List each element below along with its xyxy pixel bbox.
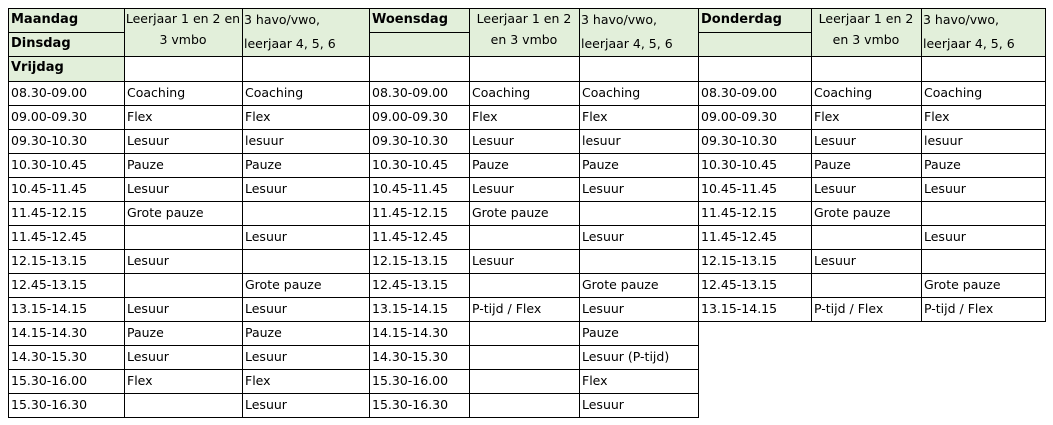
vmbo-cell[interactable] <box>469 345 579 369</box>
vmbo-cell[interactable]: Pauze <box>814 157 851 172</box>
grid-line <box>369 273 699 274</box>
havo-vwo-cell[interactable]: Pauze <box>924 157 961 172</box>
grid-line <box>8 417 370 418</box>
vmbo-cell[interactable]: Pauze <box>472 157 509 172</box>
vmbo-cell[interactable]: Lesuur <box>472 253 514 268</box>
time-cell[interactable]: 09.30-10.30 <box>701 133 778 148</box>
vmbo-cell[interactable]: Flex <box>814 109 840 124</box>
time-cell[interactable]: 14.15-14.30 <box>11 325 88 340</box>
grid-line <box>369 105 699 106</box>
time-cell[interactable]: 14.30-15.30 <box>11 349 88 364</box>
grid-line <box>1045 8 1046 322</box>
havo-vwo-cell[interactable]: Lesuur <box>245 349 287 364</box>
havo-vwo-cell[interactable]: Grote pauze <box>582 277 659 292</box>
vmbo-cell[interactable]: Lesuur <box>127 301 169 316</box>
vmbo-cell[interactable] <box>124 273 242 297</box>
header-blank-cell[interactable] <box>469 56 579 81</box>
grid-line <box>579 8 580 418</box>
grid-line <box>8 369 370 370</box>
vmbo-cell[interactable]: Flex <box>127 373 153 388</box>
vmbo-cell[interactable]: P-tijd / Flex <box>472 301 542 316</box>
time-cell[interactable]: 08.30-09.00 <box>372 85 449 100</box>
grade-header-line2: leerjaar 4, 5, 6 <box>244 36 336 51</box>
grade-header-line1: 3 havo/vwo, <box>581 12 658 27</box>
havo-vwo-cell[interactable]: Lesuur <box>582 229 624 244</box>
vmbo-cell[interactable]: Grote pauze <box>814 205 891 220</box>
time-cell[interactable]: 12.15-13.15 <box>372 253 449 268</box>
grade-header-vmbo[interactable]: Leerjaar 1 en 2 en 3 vmbo <box>469 8 579 56</box>
grid-line <box>369 369 699 370</box>
havo-vwo-cell[interactable]: Pauze <box>582 157 619 172</box>
grid-line <box>698 8 1046 9</box>
header-blank-cell[interactable] <box>698 32 811 56</box>
day-header-vrijdag[interactable]: Vrijdag <box>8 56 124 81</box>
havo-vwo-cell[interactable] <box>921 249 1045 273</box>
grid-line <box>369 8 699 9</box>
havo-vwo-cell[interactable]: Coaching <box>924 85 983 100</box>
havo-vwo-cell[interactable]: Flex <box>245 109 271 124</box>
havo-vwo-cell[interactable]: Lesuur <box>924 181 966 196</box>
vmbo-cell[interactable] <box>469 273 579 297</box>
time-cell[interactable]: 09.00-09.30 <box>11 109 88 124</box>
vmbo-cell[interactable]: Lesuur <box>814 181 856 196</box>
time-cell[interactable]: 11.45-12.45 <box>11 229 88 244</box>
time-cell[interactable]: 12.45-13.15 <box>701 277 778 292</box>
vmbo-cell[interactable]: Lesuur <box>814 133 856 148</box>
time-cell[interactable]: 10.45-11.45 <box>11 181 88 196</box>
grid-line <box>8 273 370 274</box>
grade-header-vmbo[interactable]: Leerjaar 1 en 2 en 3 vmbo <box>811 8 921 56</box>
grid-line <box>8 201 370 202</box>
grid-line <box>369 225 699 226</box>
havo-vwo-cell[interactable]: Lesuur <box>245 229 287 244</box>
header-blank-cell[interactable] <box>124 56 242 81</box>
time-cell[interactable]: 09.30-10.30 <box>11 133 88 148</box>
header-blank-cell[interactable] <box>698 56 811 81</box>
grid-line <box>698 105 1046 106</box>
vmbo-cell[interactable]: Pauze <box>127 157 164 172</box>
day-header-maandag[interactable]: Maandag <box>8 8 124 32</box>
grid-line <box>8 81 370 82</box>
vmbo-cell[interactable]: Lesuur <box>472 133 514 148</box>
grid-line <box>8 8 9 418</box>
grid-line <box>8 8 370 9</box>
havo-vwo-cell[interactable]: Flex <box>245 373 271 388</box>
vmbo-cell[interactable]: Coaching <box>814 85 873 100</box>
header-blank-cell[interactable] <box>369 32 469 56</box>
grid-line <box>698 32 811 33</box>
grid-line <box>8 56 369 57</box>
havo-vwo-cell[interactable]: Lesuur <box>245 181 287 196</box>
time-cell[interactable]: 11.45-12.45 <box>701 229 778 244</box>
time-cell[interactable]: 13.15-14.15 <box>372 301 449 316</box>
time-cell[interactable]: 11.45-12.45 <box>372 229 449 244</box>
grid-line <box>8 177 370 178</box>
grid-line <box>8 225 370 226</box>
havo-vwo-cell[interactable]: Pauze <box>245 325 282 340</box>
time-cell[interactable]: 11.45-12.15 <box>372 205 449 220</box>
time-cell[interactable]: 09.30-10.30 <box>372 133 449 148</box>
grid-line <box>369 32 469 33</box>
time-cell[interactable]: 15.30-16.30 <box>11 397 88 412</box>
vmbo-cell[interactable] <box>811 273 921 297</box>
havo-vwo-cell[interactable]: Flex <box>582 373 608 388</box>
time-cell[interactable]: 12.45-13.15 <box>11 277 88 292</box>
grid-line <box>8 32 124 33</box>
havo-vwo-cell[interactable] <box>579 201 698 225</box>
grade-header-havo-vwo[interactable] <box>579 8 698 56</box>
grid-line <box>8 105 370 106</box>
time-cell[interactable]: 13.15-14.15 <box>11 301 88 316</box>
grid-line <box>8 129 370 130</box>
havo-vwo-cell[interactable] <box>921 201 1045 225</box>
vmbo-cell[interactable] <box>124 393 242 417</box>
time-cell[interactable]: 12.15-13.15 <box>701 253 778 268</box>
grid-line <box>8 345 370 346</box>
grid-line <box>124 8 125 418</box>
vmbo-cell[interactable]: Lesuur <box>814 253 856 268</box>
havo-vwo-cell[interactable]: Flex <box>582 109 608 124</box>
havo-vwo-cell[interactable]: Lesuur <box>582 181 624 196</box>
time-cell[interactable]: 15.30-16.30 <box>372 397 449 412</box>
grid-line <box>369 56 698 57</box>
grid-line <box>369 177 699 178</box>
havo-vwo-cell[interactable]: Flex <box>924 109 950 124</box>
vmbo-cell[interactable]: P-tijd / Flex <box>814 301 884 316</box>
vmbo-cell[interactable]: Lesuur <box>472 181 514 196</box>
grade-header-line1: 3 havo/vwo, <box>923 12 1000 27</box>
grid-line <box>698 297 1046 298</box>
time-cell[interactable]: 10.30-10.45 <box>372 157 449 172</box>
havo-vwo-cell[interactable]: Grote pauze <box>245 277 322 292</box>
vmbo-cell[interactable]: Coaching <box>472 85 531 100</box>
header-blank-cell[interactable] <box>921 56 1045 81</box>
header-blank-cell[interactable] <box>242 56 369 81</box>
havo-vwo-cell[interactable]: P-tijd / Flex <box>924 301 994 316</box>
grid-line <box>8 153 370 154</box>
vmbo-cell[interactable] <box>811 225 921 249</box>
grid-line <box>369 249 699 250</box>
grid-line <box>8 297 370 298</box>
havo-vwo-cell[interactable]: Coaching <box>582 85 641 100</box>
grid-line <box>242 8 243 418</box>
grid-line <box>369 345 699 346</box>
grade-header-line2: leerjaar 4, 5, 6 <box>581 36 673 51</box>
vmbo-cell[interactable]: Lesuur <box>127 181 169 196</box>
grid-line <box>698 321 1046 322</box>
grid-line <box>369 81 699 82</box>
time-cell[interactable]: 15.30-16.00 <box>11 373 88 388</box>
grid-line <box>369 321 699 322</box>
havo-vwo-cell[interactable]: Lesuur <box>582 301 624 316</box>
time-cell[interactable]: 10.45-11.45 <box>372 181 449 196</box>
grid-line <box>369 8 370 418</box>
vmbo-cell[interactable] <box>469 225 579 249</box>
havo-vwo-cell[interactable] <box>242 201 369 225</box>
grid-line <box>369 201 699 202</box>
havo-vwo-cell[interactable]: Pauze <box>582 325 619 340</box>
time-cell[interactable]: 08.30-09.00 <box>701 85 778 100</box>
vmbo-cell[interactable]: Lesuur <box>127 253 169 268</box>
vmbo-cell[interactable] <box>469 321 579 345</box>
time-cell[interactable]: 09.00-09.30 <box>701 109 778 124</box>
havo-vwo-cell[interactable]: Lesuur <box>245 301 287 316</box>
time-cell[interactable]: 08.30-09.00 <box>11 85 88 100</box>
time-cell[interactable]: 12.15-13.15 <box>11 253 88 268</box>
vmbo-cell[interactable] <box>469 369 579 393</box>
grid-line <box>698 153 1046 154</box>
grid-line <box>369 129 699 130</box>
grid-line <box>698 81 1046 82</box>
grid-line <box>698 177 1046 178</box>
header-blank-cell[interactable] <box>579 56 698 81</box>
grid-line <box>8 249 370 250</box>
grade-header-havo-vwo[interactable] <box>921 8 1045 56</box>
grid-line <box>698 129 1046 130</box>
vmbo-cell[interactable]: Pauze <box>127 325 164 340</box>
havo-vwo-cell[interactable] <box>579 249 698 273</box>
grade-header-vmbo[interactable]: Leerjaar 1 en 2 en 3 vmbo <box>124 8 242 56</box>
havo-vwo-cell[interactable]: lesuur <box>924 133 963 148</box>
header-blank-cell[interactable] <box>369 56 469 81</box>
grid-line <box>8 321 370 322</box>
havo-vwo-cell[interactable]: Pauze <box>245 157 282 172</box>
havo-vwo-cell[interactable]: Coaching <box>245 85 304 100</box>
grid-line <box>698 201 1046 202</box>
vmbo-cell[interactable]: Lesuur <box>127 133 169 148</box>
havo-vwo-cell[interactable]: lesuur <box>582 133 621 148</box>
grid-line <box>698 225 1046 226</box>
grade-header-havo-vwo[interactable] <box>242 8 369 56</box>
grid-line <box>698 273 1046 274</box>
grid-line <box>469 8 470 418</box>
vmbo-cell[interactable]: Grote pauze <box>472 205 549 220</box>
day-header-donderdag[interactable]: Donderdag <box>698 8 811 32</box>
time-cell[interactable]: 14.30-15.30 <box>372 349 449 364</box>
vmbo-cell[interactable] <box>469 393 579 417</box>
grid-line <box>369 297 699 298</box>
grid-line <box>8 393 370 394</box>
havo-vwo-cell[interactable]: Lesuur (P-tijd) <box>582 349 670 364</box>
grid-line <box>369 417 699 418</box>
time-cell[interactable]: 10.30-10.45 <box>11 157 88 172</box>
time-cell[interactable]: 12.45-13.15 <box>372 277 449 292</box>
time-cell[interactable]: 10.45-11.45 <box>701 181 778 196</box>
grid-line <box>369 153 699 154</box>
vmbo-cell[interactable]: Flex <box>127 109 153 124</box>
vmbo-cell[interactable]: Coaching <box>127 85 186 100</box>
time-cell[interactable]: 11.45-12.15 <box>701 205 778 220</box>
grid-line <box>369 393 699 394</box>
time-cell[interactable]: 14.15-14.30 <box>372 325 449 340</box>
vmbo-cell[interactable] <box>124 225 242 249</box>
havo-vwo-cell[interactable]: Grote pauze <box>924 277 1001 292</box>
vmbo-cell[interactable]: Flex <box>472 109 498 124</box>
day-header-woensdag[interactable]: Woensdag <box>369 8 469 32</box>
havo-vwo-cell[interactable]: Lesuur <box>245 397 287 412</box>
grid-line <box>698 56 1045 57</box>
time-cell[interactable]: 11.45-12.15 <box>11 205 88 220</box>
havo-vwo-cell[interactable]: Lesuur <box>924 229 966 244</box>
grade-header-line1: 3 havo/vwo, <box>244 12 321 27</box>
time-cell[interactable]: 13.15-14.15 <box>701 301 778 316</box>
day-header-dinsdag[interactable]: Dinsdag <box>8 32 124 56</box>
havo-vwo-cell[interactable]: Lesuur <box>582 397 624 412</box>
havo-vwo-cell[interactable]: lesuur <box>245 133 284 148</box>
time-cell[interactable]: 10.30-10.45 <box>701 157 778 172</box>
havo-vwo-cell[interactable] <box>242 249 369 273</box>
time-cell[interactable]: 15.30-16.00 <box>372 373 449 388</box>
grade-header-line2: leerjaar 4, 5, 6 <box>923 36 1015 51</box>
header-blank-cell[interactable] <box>811 56 921 81</box>
grid-line <box>698 249 1046 250</box>
vmbo-cell[interactable]: Lesuur <box>127 349 169 364</box>
time-cell[interactable]: 09.00-09.30 <box>372 109 449 124</box>
vmbo-cell[interactable]: Grote pauze <box>127 205 204 220</box>
